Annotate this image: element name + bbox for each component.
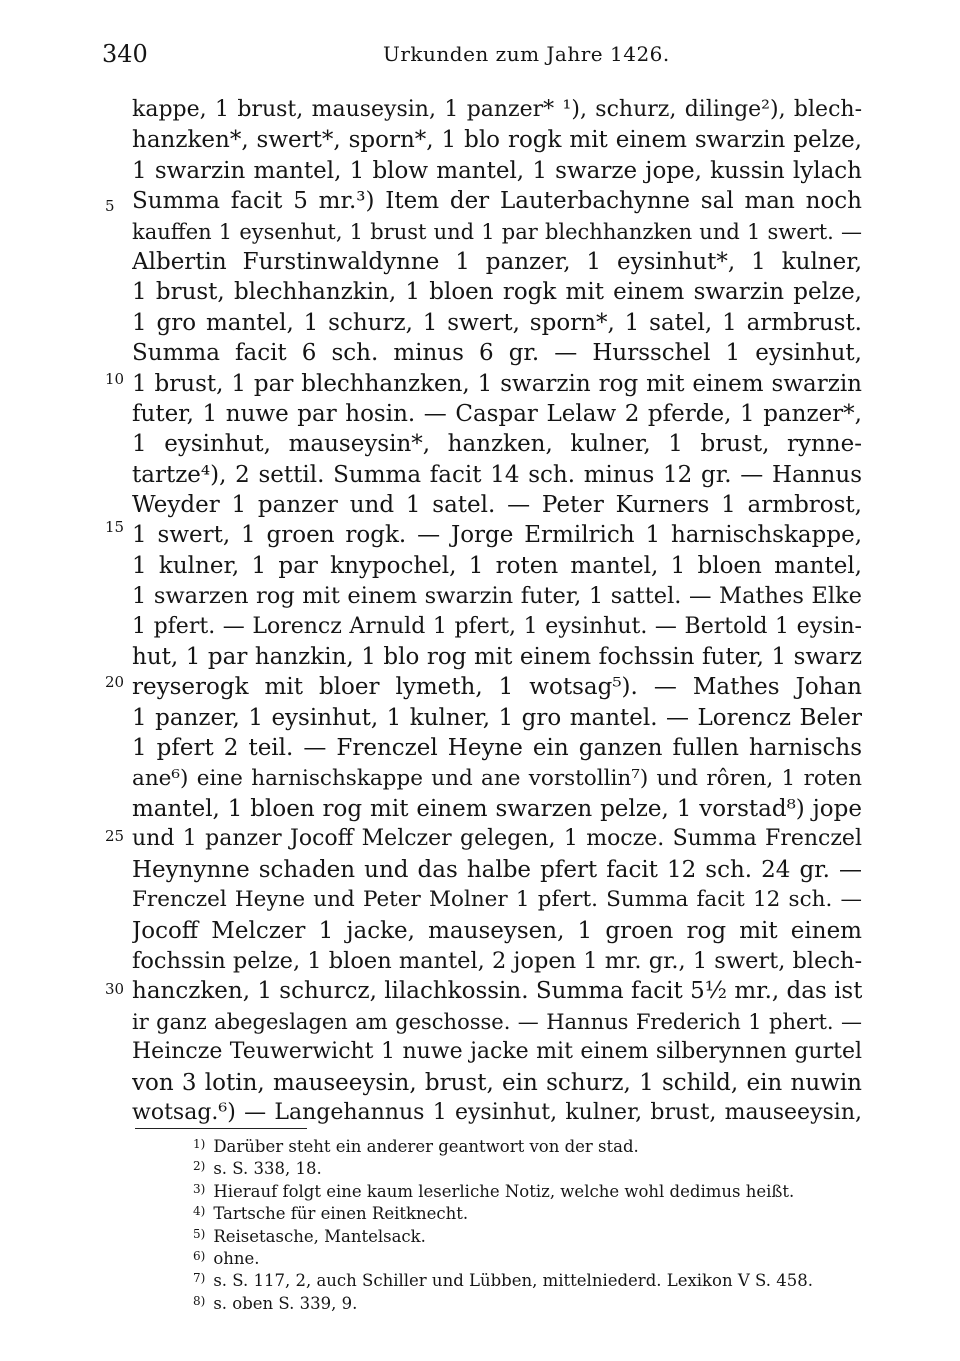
text-line: Heynynne schaden und das halbe pfert facit 12 sch. 24 gr. — (132, 856, 862, 883)
footnote-mark: 5) (193, 1226, 206, 1241)
text-line: und 1 panzer Jocoff Melczer gelegen, 1 mocze. Summa Frenczel (132, 826, 862, 852)
body-text (132, 95, 862, 1128)
footnote (193, 1223, 873, 1245)
running-title: Urkunden zum Jahre 1426. (383, 42, 670, 66)
text-line: 1 brust, 1 par blechhanzken, 1 swarzin rog mit einem swarzin (132, 370, 862, 397)
footnote (193, 1290, 873, 1312)
footnote-mark: 6) (193, 1248, 206, 1263)
text-line: von 3 lotin, mauseeysin, brust, ein schurz, 1 schild, ein nuwin (132, 1069, 862, 1096)
footnotes (193, 1133, 873, 1312)
text-line: Albertin Furstinwaldynne 1 panzer, 1 eysinhut*, 1 kulner, (132, 248, 862, 275)
text-line: 1 panzer, 1 eysinhut, 1 kulner, 1 gro mantel. — Lorencz Beler (132, 704, 862, 731)
text-line: Summa facit 6 sch. minus 6 gr. — Hursschel 1 eysinhut, (132, 340, 862, 367)
text-line: hut, 1 par hanzkin, 1 blo rog mit einem fochssin futer, 1 swarz (132, 644, 862, 671)
line-number: 20 (105, 673, 125, 691)
text-line: tartze⁴), 2 settil. Summa facit 14 sch. minus 12 gr. — Hannus (132, 461, 862, 488)
text-line: Weyder 1 panzer und 1 satel. — Peter Kurners 1 armbrost, (132, 492, 862, 519)
footnote-mark: 4) (193, 1204, 206, 1219)
text-line: 1 gro mantel, 1 schurz, 1 swert, sporn*, 1 satel, 1 armbrust. (132, 309, 862, 336)
text-line: hanzken*, swert*, sporn*, 1 blo rogk mit einem swarzin pelze, (132, 127, 862, 154)
footnote-rule (135, 1128, 307, 1129)
footnote (193, 1200, 873, 1222)
text-line: ane⁶) eine harnischskappe und ane vorstollin⁷) und rôren, 1 roten (132, 765, 862, 791)
text-line: 1 pfert. — Lorencz Arnuld 1 pfert, 1 eysinhut. — Bertold 1 eysin- (132, 613, 862, 639)
text-line: 1 swarzen rog mit einem swarzin futer, 1 sattel. — Mathes Elke (132, 583, 862, 610)
footnote-mark: 7) (193, 1271, 206, 1286)
line-number: 10 (105, 370, 125, 388)
footnote (193, 1178, 873, 1200)
footnote-text: ohne. (213, 1248, 260, 1268)
footnote (193, 1245, 873, 1267)
line-number: 5 (105, 197, 115, 215)
text-line: ir ganz abegeslagen am geschosse. — Hannus Frederich 1 phert. — (132, 1009, 862, 1034)
text-line: futer, 1 nuwe par hosin. — Caspar Lelaw 2 pferde, 1 panzer*, (132, 400, 862, 427)
text-line: mantel, 1 bloen rog mit einem swarzen pelze, 1 vorstad⁸) jope (132, 795, 862, 822)
footnote-mark: 2) (193, 1159, 206, 1174)
text-line: 1 pfert 2 teil. — Frenczel Heyne ein ganzen fullen harnischs (132, 735, 862, 762)
line-number: 25 (105, 827, 125, 845)
footnote-text: Tartsche für einen Reitknecht. (213, 1204, 469, 1224)
text-line: hanczken, 1 schurcz, lilachkossin. Summa facit 5½ mr., das ist (132, 978, 862, 1005)
text-line: 1 kulner, 1 par knypochel, 1 roten mantel, 1 bloen mantel, (132, 552, 862, 579)
footnote-text: s. S. 117, 2, auch Schiller und Lübben, mittelniederd. Lexikon V S. 458. (213, 1271, 813, 1291)
text-line: 1 eysinhut, mauseysin*, hanzken, kulner, 1 brust, rynne- (132, 431, 862, 458)
footnote-text: s. S. 338, 18. (213, 1159, 322, 1179)
text-line: fochssin pelze, 1 bloen mantel, 2 jopen 1 mr. gr., 1 swert, blech- (132, 947, 862, 974)
page-number: 340 (102, 40, 148, 68)
footnote-text: Hierauf folgt eine kaum leserliche Notiz, welche wohl dedimus heißt. (213, 1181, 795, 1201)
footnote-text: s. oben S. 339, 9. (213, 1293, 358, 1313)
text-line: reyserogk mit bloer lymeth, 1 wotsag⁵). — Mathes Johan (132, 674, 862, 701)
footnote (193, 1133, 873, 1155)
text-line: kauffen 1 eysenhut, 1 brust und 1 par blechhanzken und 1 swert. — (132, 219, 862, 244)
text-line: kappe, 1 brust, mauseysin, 1 panzer* ¹), schurz, dilinge²), blech- (132, 97, 862, 122)
footnote-mark: 3) (193, 1181, 206, 1196)
text-line: Jocoff Melczer 1 jacke, mauseysen, 1 groen rog mit einem (132, 917, 862, 944)
footnote (193, 1155, 873, 1177)
text-line: wotsag.⁶) — Langehannus 1 eysinhut, kulner, brust, mauseeysin, (132, 1099, 862, 1125)
footnote-mark: 8) (193, 1293, 206, 1308)
footnote (193, 1267, 873, 1289)
footnote-text: Reisetasche, Mantelsack. (213, 1226, 426, 1246)
line-number: 15 (105, 518, 125, 536)
text-line: 1 swarzin mantel, 1 blow mantel, 1 swarze jope, kussin lylach (132, 157, 862, 184)
text-line: 1 swert, 1 groen rogk. — Jorge Ermilrich 1 harnischskappe, (132, 522, 862, 549)
footnote-mark: 1) (193, 1137, 206, 1151)
footnote-text: Darüber steht ein anderer geantwort von der stad. (213, 1137, 639, 1156)
text-line: 1 brust, blechhanzkin, 1 bloen rogk mit einem swarzin pelze, (132, 279, 862, 306)
text-line: Frenczel Heyne und Peter Molner 1 pfert. Summa facit 12 sch. — (132, 887, 862, 913)
text-line: Heincze Teuwerwicht 1 nuwe jacke mit einem silberynnen gurtel (132, 1039, 862, 1065)
line-number: 30 (105, 980, 125, 998)
text-line: Summa facit 5 mr.³) Item der Lauterbachynne sal man noch (132, 188, 862, 215)
